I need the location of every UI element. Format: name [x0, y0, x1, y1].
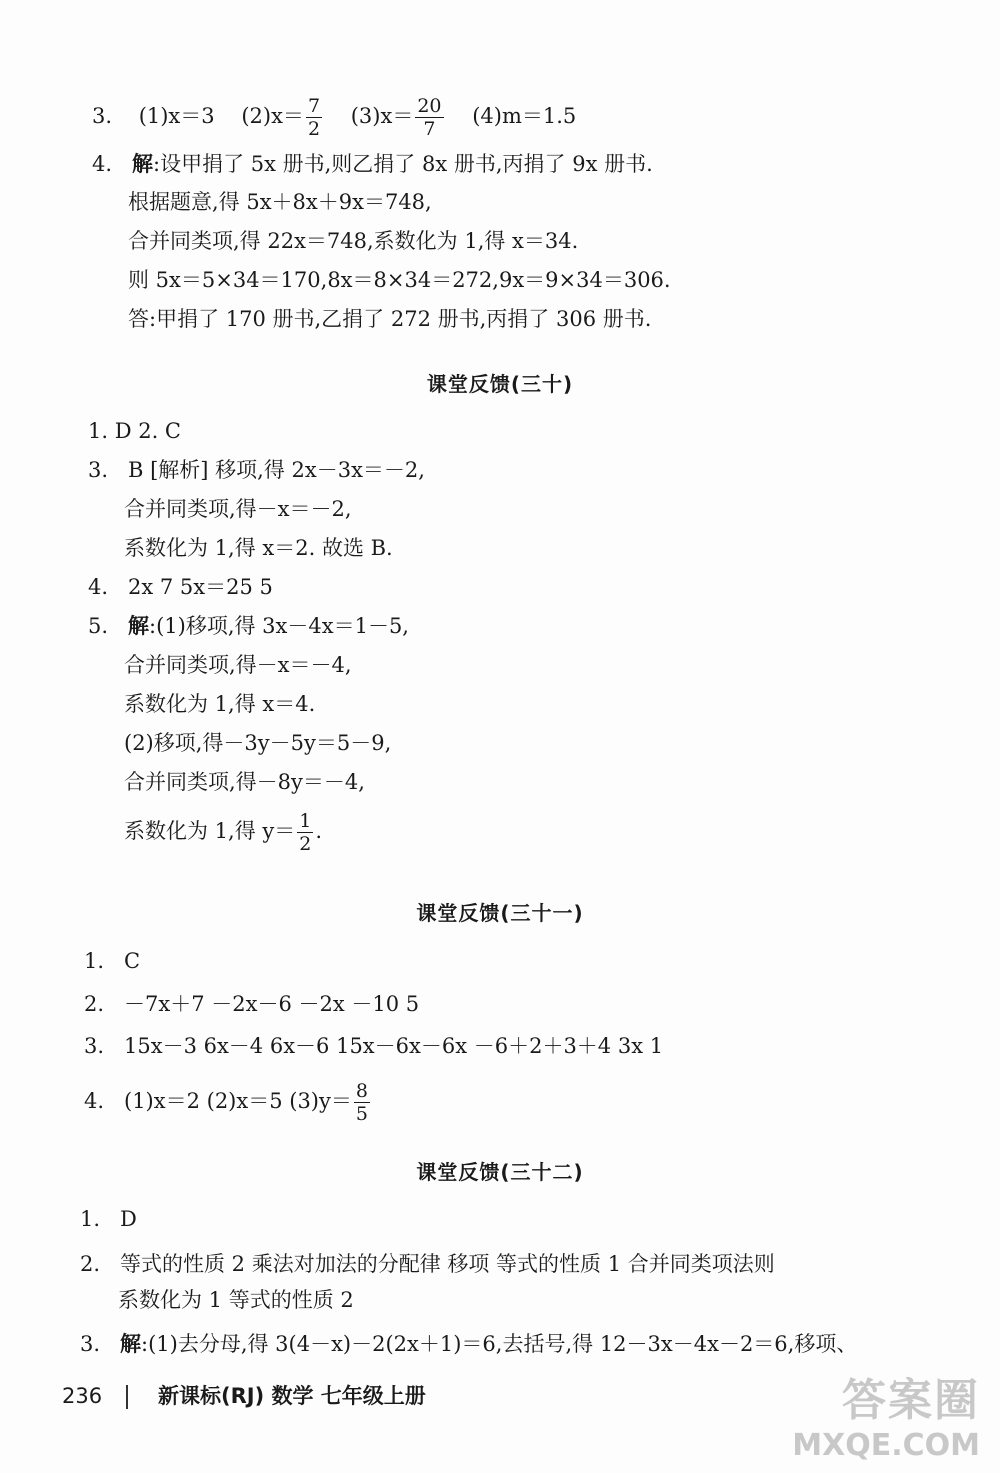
question-number: 3.: [80, 1332, 101, 1356]
answer-text: B [解析] 移项,得 2x－3x＝－2,: [128, 458, 425, 482]
question-number: 3.: [92, 104, 113, 128]
question-number: 1.: [84, 949, 105, 973]
answer-text: 合并同类项,得－8y＝－4,: [124, 770, 365, 794]
fraction: $\frac{7}{2}$: [307, 95, 321, 140]
fraction: $\frac{20}{7}$: [417, 95, 442, 140]
answer-line: [80, 1250, 775, 1278]
watermark: [792, 1364, 980, 1463]
answer-text: 答:甲捐了 170 册书,乙捐了 272 册书,丙捐了 306 册书.: [128, 307, 652, 331]
question-number: 4.: [88, 575, 109, 599]
answer-line: [88, 573, 273, 601]
section-heading: 课堂反馈(三十一): [416, 901, 584, 925]
question-number: 1.: [80, 1207, 101, 1231]
solution-label: 解: [132, 151, 153, 176]
answer-line: [80, 1330, 857, 1358]
answer-text: :设甲捐了 5x 册书,则乙捐了 8x 册书,丙捐了 9x 册书.: [153, 152, 653, 176]
page-number: 236: [62, 1384, 103, 1408]
answer-text: 则 5x＝5×34＝170,8x＝8×34＝272,9x＝9×34＝306.: [128, 268, 671, 292]
answer-text: 合并同类项,得 22x＝748,系数化为 1,得 x＝34.: [128, 229, 579, 253]
watermark-logo: 答案圈: [842, 1375, 980, 1426]
question-number: 5.: [88, 614, 109, 638]
answer-text: (2)移项,得－3y－5y＝5－9,: [124, 731, 392, 755]
answer-line: [88, 612, 409, 640]
answer-text: :(1)移项,得 3x－4x＝1－5,: [149, 614, 409, 638]
answer-line: [84, 1080, 372, 1125]
answer-text: 系数化为 1 等式的性质 2: [118, 1288, 354, 1312]
answer-text: 系数化为 1,得 x＝2. 故选 B.: [124, 536, 393, 560]
answer-text: 合并同类项,得－x＝－2,: [124, 497, 352, 521]
footer-divider: [126, 1385, 128, 1409]
question-number: 3.: [88, 458, 109, 482]
solution-label: 解: [128, 613, 149, 638]
answer-line: [124, 810, 322, 855]
answer-part: (2)x＝: [241, 104, 304, 128]
answer-line: [84, 947, 140, 975]
answer-text: D: [120, 1207, 137, 1231]
answer-text: C: [124, 949, 141, 973]
answer-line: [80, 1205, 137, 1233]
answer-text: :(1)去分母,得 3(4－x)－2(2x＋1)＝6,去括号,得 12－3x－4x－2＝6,移项、: [141, 1332, 858, 1356]
question-number: 4.: [84, 1089, 105, 1113]
answer-text: 2x 7 5x＝25 5: [128, 575, 273, 599]
answer-part: (4)m＝1.5: [472, 104, 577, 128]
question-number: 4.: [92, 152, 113, 176]
answer-text: 等式的性质 2 乘法对加法的分配律 移项 等式的性质 1 合并同类项法则: [120, 1252, 775, 1276]
answer-text: 系数化为 1,得 x＝4.: [124, 692, 316, 716]
watermark-url: MXQE.COM: [792, 1428, 980, 1463]
answer-text: 合并同类项,得－x＝－4,: [124, 653, 352, 677]
answer-line: [92, 95, 576, 140]
answer-line: [88, 456, 425, 484]
answer-part: (1)x＝3: [138, 104, 215, 128]
page-footer: [62, 1380, 426, 1410]
answer-part: (3)x＝: [350, 104, 414, 128]
solution-label: 解: [120, 1331, 141, 1356]
question-number: 2.: [80, 1252, 101, 1276]
punctuation: .: [315, 819, 323, 843]
answer-text: (1)x＝2 (2)x＝5 (3)y＝: [124, 1089, 352, 1113]
answer-text: 15x－3 6x－4 6x－6 15x－6x－6x －6＋2＋3＋4 3x 1: [124, 1034, 664, 1058]
answer-line: [84, 990, 419, 1018]
answer-line: [84, 1032, 663, 1060]
answer-line: 1. D 2. C: [88, 419, 182, 443]
question-number: 2.: [84, 992, 105, 1016]
section-heading: 课堂反馈(三十二): [416, 1160, 584, 1184]
answer-line: [92, 150, 653, 178]
answer-text: －7x＋7 －2x－6 －2x －10 5: [124, 992, 420, 1016]
answer-text: 系数化为 1,得 y＝: [124, 819, 296, 843]
book-title: 新课标(RJ) 数学 七年级上册: [158, 1384, 426, 1408]
fraction: $\frac{8}{5}$: [355, 1080, 368, 1125]
section-heading: 课堂反馈(三十): [426, 372, 574, 396]
question-number: 3.: [84, 1034, 105, 1058]
answer-text: 根据题意,得 5x＋8x＋9x＝748,: [128, 190, 432, 214]
fraction: $\frac{1}{2}$: [299, 810, 312, 855]
